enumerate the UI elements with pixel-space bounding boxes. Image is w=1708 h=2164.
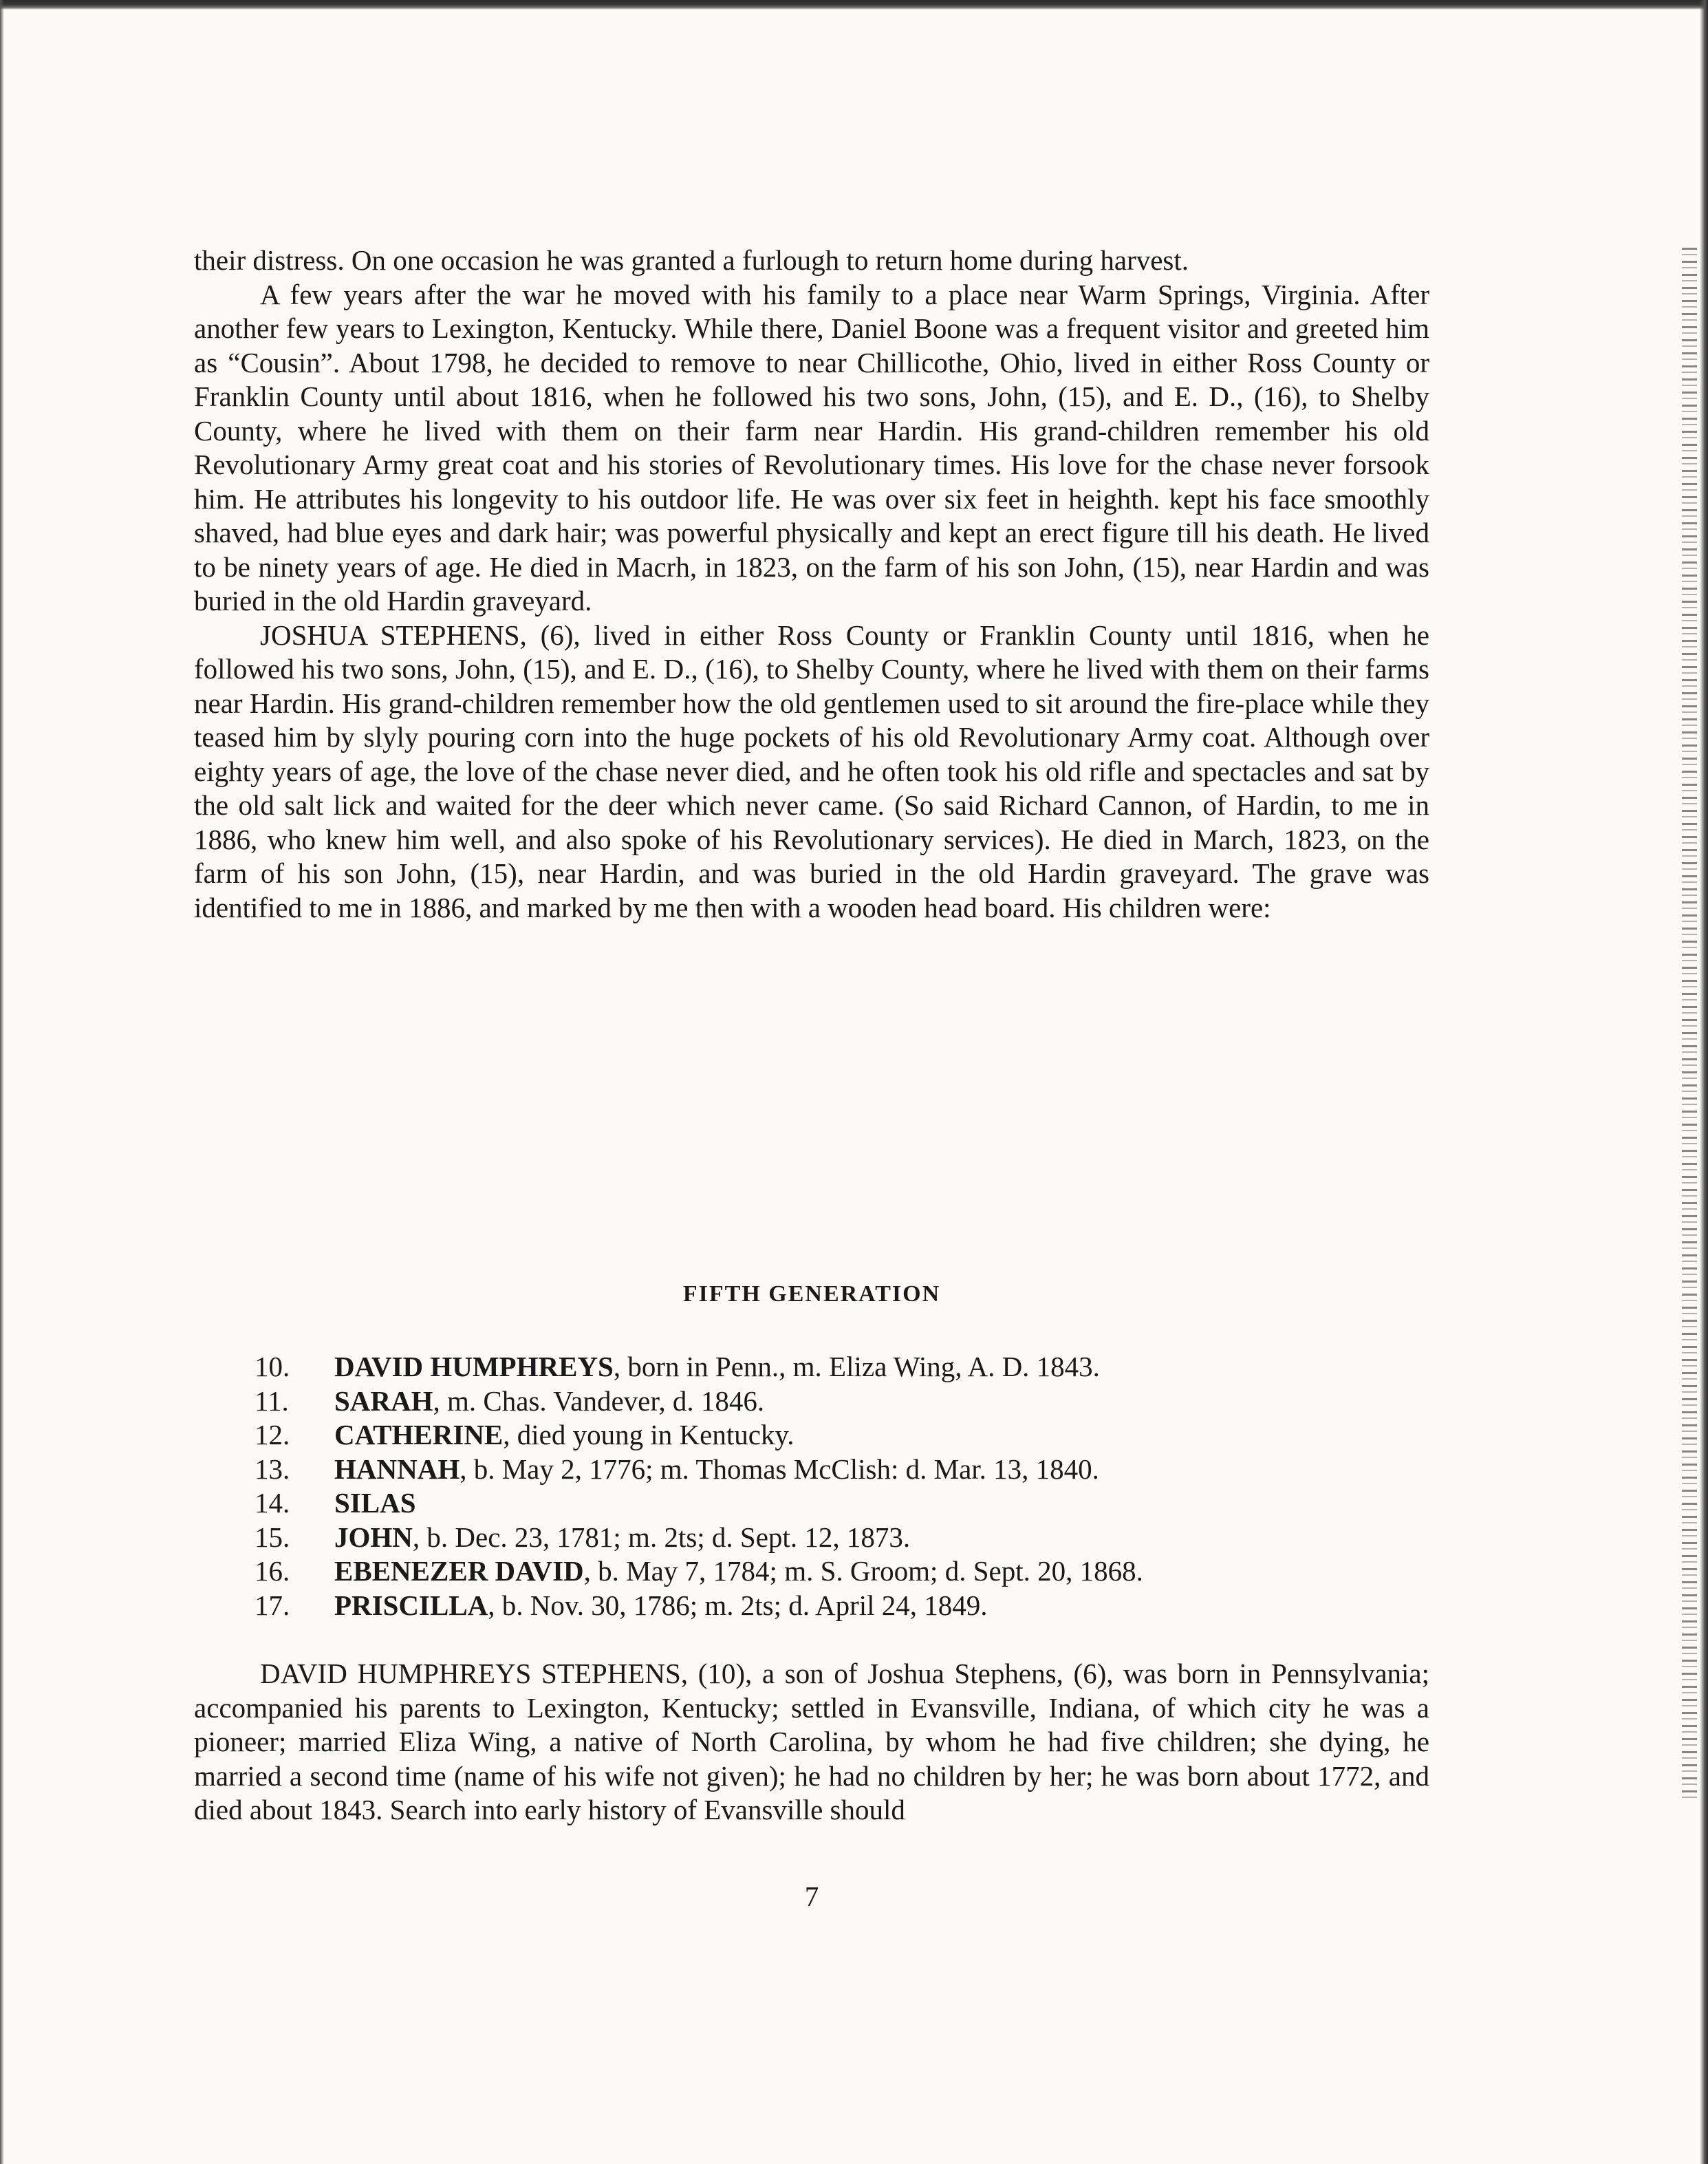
child-name: HANNAH (334, 1453, 460, 1485)
scan-top-edge (0, 0, 1708, 10)
paragraph-after-war: A few years after the war he moved with his family to a place near Warm Springs, Virginia. After another few years to Lexington, Kentucky. While there, Daniel Boone was a frequent visitor and greeted him as “Cousin”. About 1798, he decided to remove to near Chillicothe, Ohio, lived in either Ross County or Franklin County until about 1816, when he followed his two sons, John, (15), and E. D., (16), to Shelby County, where he lived with them on their farm near Hardin. His grand-children remember his old Revolutionary Army great coat and his stories of Revolutionary times. His love for the chase never forsook him. He attributes his longevity to his outdoor life. He was over six feet in heighth. kept his face smoothly shaved, had blue eyes and dark hair; was powerful physically and kept an erect figure till his death. He lived to be ninety years of age. He died in Macrh, in 1823, on the farm of his son John, (15), near Hardin and was buried in the old Hardin graveyard. (194, 278, 1429, 617)
list-item (255, 1453, 1424, 1487)
list-item (255, 1521, 1424, 1555)
child-details: , b. Dec. 23, 1781; m. 2ts; d. Sept. 12, 1873. (412, 1521, 911, 1553)
section-heading: FIFTH GENERATION (682, 1281, 941, 1307)
child-details: , b. Nov. 30, 1786; m. 2ts; d. April 24, 1849. (488, 1589, 988, 1621)
child-number: 11. (255, 1384, 289, 1417)
child-name: DAVID HUMPHREYS (334, 1351, 614, 1382)
paragraph-david-humphreys: DAVID HUMPHREYS STEPHENS, (10), a son of Joshua Stephens, (6), was born in Pennsylvania; accompanied his parents to Lexington, Kentucky; settled in Evansville, Indiana, of which city he was a pioneer; married Eliza Wing, a native of North Carolina, by whom he had five children; she dying, he married a second time (name of his wife not given); he had no children by her; he was born about 1772, and died about 1843. Search into early history of Evansville should (194, 1658, 1429, 1825)
child-number: 17. (255, 1589, 290, 1621)
child-number: 12. (255, 1419, 290, 1450)
scan-right-edge (1700, 0, 1708, 2164)
child-name: CATHERINE (334, 1419, 504, 1450)
list-item (255, 1589, 1424, 1623)
child-name: JOHN (334, 1521, 413, 1553)
bottom-text-block (194, 1657, 1429, 1828)
child-number: 13. (255, 1453, 290, 1485)
child-name: EBENEZER DAVID (334, 1555, 584, 1587)
child-details: , born in Penn., m. Eliza Wing, A. D. 1843. (613, 1351, 1100, 1382)
scan-left-edge (0, 0, 4, 2164)
binding-speckle (1682, 248, 1697, 1803)
child-details: , m. Chas. Vandever, d. 1846. (433, 1384, 765, 1417)
child-details: , b. May 7, 1784; m. S. Groom; d. Sept. 20, 1868. (583, 1555, 1143, 1587)
paragraph-distress: their distress. On one occasion he was granted a furlough to return home during harvest. (194, 244, 1189, 276)
child-details: , b. May 2, 1776; m. Thomas McClish: d. Mar. 13, 1840. (460, 1453, 1099, 1485)
page-number: 7 (804, 1881, 819, 1912)
child-name: SARAH (334, 1384, 433, 1417)
list-item (255, 1384, 1424, 1419)
child-details: , died young in Kentucky. (503, 1419, 794, 1450)
children-list (255, 1350, 1424, 1622)
child-number: 16. (255, 1555, 290, 1587)
child-number: 14. (255, 1487, 290, 1519)
list-item (255, 1486, 1424, 1521)
list-item (255, 1554, 1424, 1589)
top-text-block (194, 244, 1429, 925)
child-number: 10. (255, 1351, 290, 1382)
list-item (255, 1418, 1424, 1453)
child-number: 15. (255, 1521, 290, 1553)
list-item (255, 1350, 1424, 1384)
child-name: PRISCILLA (334, 1589, 488, 1621)
paragraph-joshua-stephens: JOSHUA STEPHENS, (6), lived in either Ross County or Franklin County until 1816, when he followed his two sons, John, (15), and E. D., (16), to Shelby County, where he lived with them on their farms near Hardin. His grand-children remember how the old gentlemen used to sit around the fire-place while they teased him by slyly pouring corn into the huge pockets of his old Revolutionary Army coat. Although over eighty years of age, the love of the chase never died, and he often took his old rifle and spectacles and sat by the old salt lick and waited for the deer which never came. (So said Richard Cannon, of Hardin, to me in 1886, who knew him well, and also spoke of his Revolutionary services). He died in March, 1823, on the farm of his son John, (15), near Hardin, and was buried in the old Hardin graveyard. The grave was identified to me in 1886, and marked by me then with a wooden head board. His children were: (194, 619, 1429, 923)
child-name: SILAS (334, 1487, 416, 1519)
